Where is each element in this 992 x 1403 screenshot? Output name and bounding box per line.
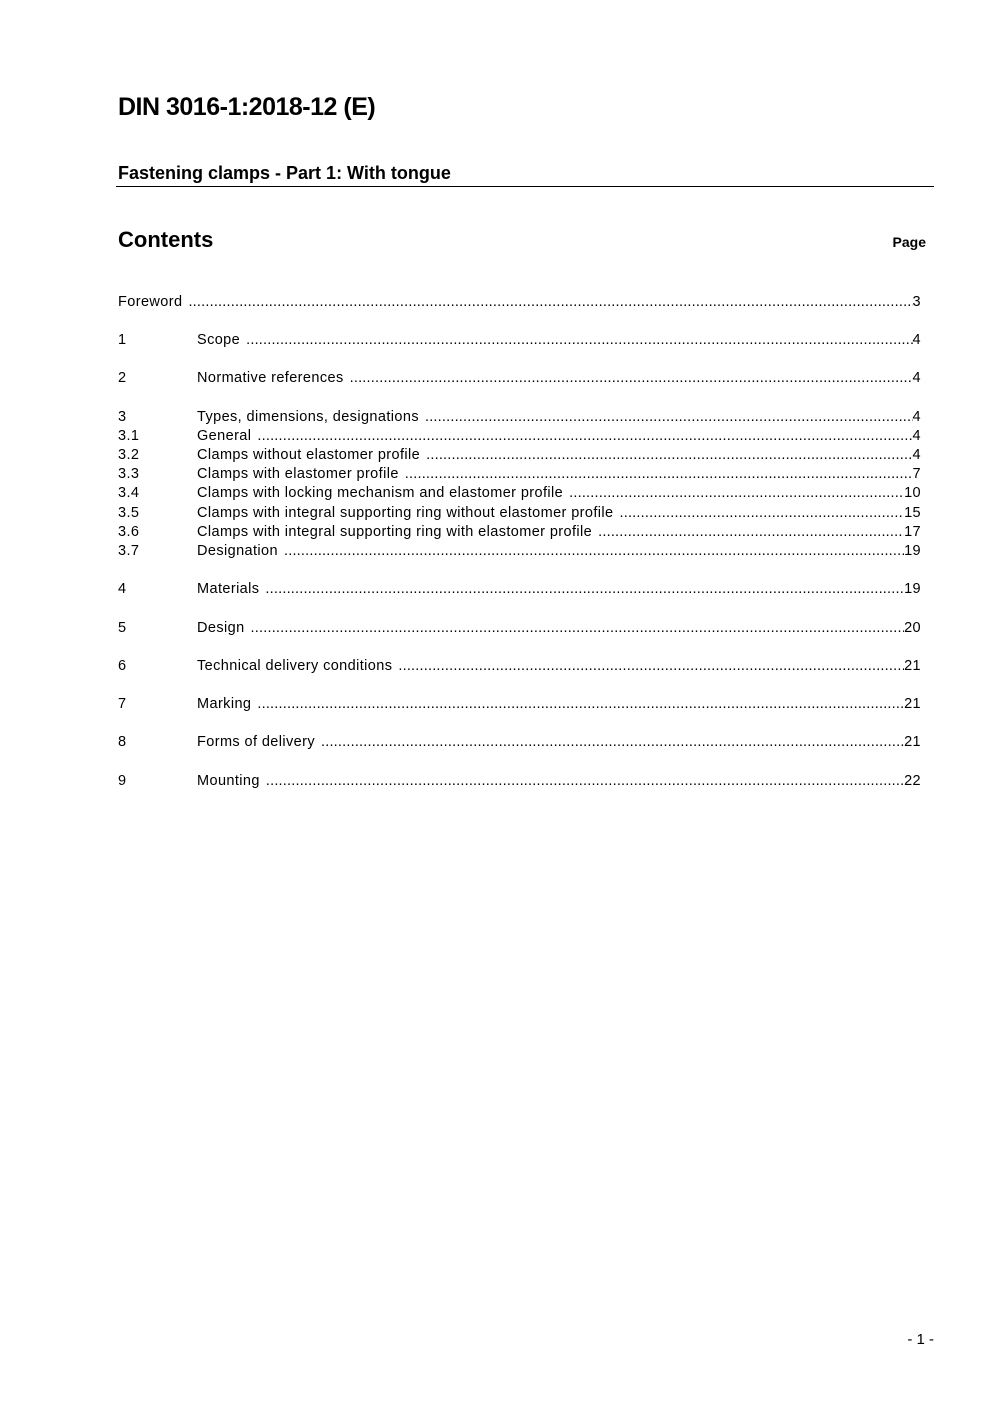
- toc-entry-1[interactable]: [118, 331, 921, 350]
- page-column-heading: Page: [892, 234, 926, 250]
- toc-entry-label: Scope: [197, 332, 241, 348]
- toc-entry-page: 4: [912, 370, 921, 386]
- toc-entry-3-2[interactable]: [118, 446, 921, 465]
- toc-dot-leader: [257, 427, 912, 446]
- toc-entry-page: 21: [904, 658, 921, 674]
- toc-dot-leader: [350, 369, 913, 388]
- contents-heading: Contents: [118, 227, 214, 252]
- toc-entry-label: Clamps without elastomer profile: [197, 447, 421, 463]
- toc-entry-6[interactable]: [118, 657, 921, 676]
- toc-dot-leader: [257, 695, 904, 714]
- toc-entry-foreword[interactable]: [118, 293, 921, 312]
- toc-dot-leader: [266, 772, 904, 791]
- toc-entry-label: Design: [197, 620, 245, 636]
- toc-dot-leader: [426, 446, 912, 465]
- toc-entry-label: Forms of delivery: [197, 734, 315, 750]
- toc-entry-label: Mounting: [197, 773, 260, 789]
- toc-entry-page: 15: [904, 505, 921, 521]
- toc-dot-leader: [251, 619, 905, 638]
- toc-dot-leader: [398, 657, 904, 676]
- toc-entry-page: 4: [912, 409, 921, 425]
- toc-entry-3-3[interactable]: [118, 465, 921, 484]
- toc-entry-page: 17: [904, 524, 921, 540]
- toc-entry-page: 19: [904, 543, 921, 559]
- toc-entry-label: Foreword: [118, 294, 183, 310]
- toc-entry-page: 4: [912, 428, 921, 444]
- toc-entry-page: 19: [904, 581, 921, 597]
- toc-entry-3-7[interactable]: [118, 542, 921, 561]
- toc-entry-number: 3.4: [118, 485, 140, 501]
- toc-entry-3-4[interactable]: [118, 484, 921, 503]
- toc-dot-leader: [265, 580, 904, 599]
- toc-entry-label: Types, dimensions, designations: [197, 409, 419, 425]
- toc-entry-page: 4: [912, 332, 921, 348]
- toc-entry-3[interactable]: [118, 408, 921, 427]
- toc-entry-label: Clamps with integral supporting ring with elastomer profile: [197, 524, 593, 540]
- toc-entry-page: 21: [904, 734, 921, 750]
- toc-entry-page: 4: [912, 447, 921, 463]
- toc-entry-3-1[interactable]: [118, 427, 921, 446]
- toc-entry-number: 3.5: [118, 505, 140, 521]
- toc-entry-3-6[interactable]: [118, 523, 921, 542]
- toc-dot-leader: [188, 293, 912, 312]
- document-title: Fastening clamps - Part 1: With tongue: [118, 163, 451, 183]
- toc-entry-number: 3.3: [118, 466, 140, 482]
- toc-entry-number: 1: [118, 332, 127, 348]
- toc-entry-number: 3: [118, 409, 127, 425]
- toc-entry-page: 21: [904, 696, 921, 712]
- toc-entry-page: 20: [904, 620, 921, 636]
- toc-entry-label: General: [197, 428, 252, 444]
- toc-entry-number: 5: [118, 620, 127, 636]
- toc-entry-number: 3.6: [118, 524, 140, 540]
- toc-entry-number: 3.7: [118, 543, 140, 559]
- toc-entry-label: Normative references: [197, 370, 344, 386]
- toc-entry-page: 10: [904, 485, 921, 501]
- toc-dot-leader: [405, 465, 913, 484]
- toc-dot-leader: [425, 408, 913, 427]
- toc-entry-3-5[interactable]: [118, 504, 921, 523]
- toc-entry-number: 6: [118, 658, 127, 674]
- toc-dot-leader: [284, 542, 904, 561]
- toc-entry-label: Technical delivery conditions: [197, 658, 393, 674]
- toc-entry-number: 3.1: [118, 428, 140, 444]
- toc-entry-label: Designation: [197, 543, 278, 559]
- toc-entry-number: 4: [118, 581, 127, 597]
- toc-entry-page: 3: [912, 294, 921, 310]
- toc-entry-page: 7: [912, 466, 921, 482]
- toc-entry-number: 8: [118, 734, 127, 750]
- toc-entry-7[interactable]: [118, 695, 921, 714]
- document-number: DIN 3016-1:2018-12 (E): [118, 93, 376, 121]
- toc-entry-label: Clamps with elastomer profile: [197, 466, 399, 482]
- toc-dot-leader: [321, 733, 904, 752]
- toc-entry-number: 3.2: [118, 447, 140, 463]
- toc-dot-leader: [598, 523, 904, 542]
- toc-entry-number: 2: [118, 370, 127, 386]
- toc-entry-5[interactable]: [118, 619, 921, 638]
- toc-entry-4[interactable]: [118, 580, 921, 599]
- toc-entry-label: Clamps with locking mechanism and elastomer profile: [197, 485, 564, 501]
- toc-entry-8[interactable]: [118, 733, 921, 752]
- title-underline: [116, 186, 934, 187]
- toc-entry-9[interactable]: [118, 772, 921, 791]
- toc-entry-number: 9: [118, 773, 127, 789]
- toc-entry-label: Clamps with integral supporting ring without elastomer profile: [197, 505, 614, 521]
- toc-entry-number: 7: [118, 696, 127, 712]
- toc-dot-leader: [619, 504, 904, 523]
- toc-entry-label: Materials: [197, 581, 260, 597]
- toc-dot-leader: [246, 331, 912, 350]
- toc-entry-2[interactable]: [118, 369, 921, 388]
- page-number: - 1 -: [907, 1331, 934, 1348]
- toc-entry-page: 22: [904, 773, 921, 789]
- toc-entry-label: Marking: [197, 696, 252, 712]
- toc-dot-leader: [569, 484, 904, 503]
